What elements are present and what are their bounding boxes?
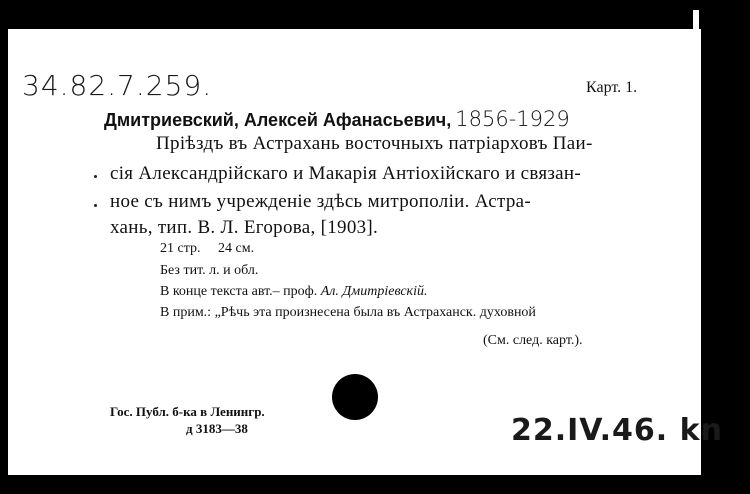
title-line-4: хань, тип. В. Л. Егорова, [1903]. <box>110 217 379 238</box>
author-heading <box>104 107 570 132</box>
note-no-title: Без тит. л. и обл. <box>160 263 259 278</box>
note-end-of-text <box>160 284 428 300</box>
note-end-author: Ал. Дмитріевскій. <box>320 284 428 299</box>
handwritten-date-stamp: 22.IV.46. kn <box>511 413 723 448</box>
ink-dot <box>94 204 97 207</box>
continued-note: (См. след. карт.). <box>483 333 583 348</box>
note-remark <box>160 305 536 321</box>
punch-hole <box>332 374 378 420</box>
note-remark-text: „Рѣчь эта произнесена была въ Астраханск. духовной <box>214 305 536 320</box>
author-dates: 1856-1929 <box>455 107 570 131</box>
note-end-prefix: В конце текста авт.– проф. <box>160 284 318 299</box>
note-remark-prefix: В прим.: <box>160 305 212 320</box>
author-name: Дмитриевский, Алексей Афанасьевич, <box>104 110 452 130</box>
book-size: 24 см. <box>218 241 255 256</box>
ink-dot <box>94 175 97 178</box>
physical-description <box>160 241 254 257</box>
card-number: Карт. 1. <box>586 79 638 96</box>
title-line-2: сія Александрійскаго и Макарія Антіохійскаго и связан- <box>110 163 582 184</box>
library-line-1: Гос. Публ. б-ка в Ленингр. <box>110 404 265 419</box>
catalog-card <box>8 29 723 475</box>
title-line-1: Пріѣздъ въ Астрахань восточныхъ патріарховъ Паи- <box>156 133 593 154</box>
page-count: 21 стр. <box>160 241 201 256</box>
title-line-3: ное съ нимъ учрежденіе здѣсь митрополіи. Астра- <box>110 191 532 212</box>
library-line-2: д 3183—38 <box>186 421 248 436</box>
shelf-mark: 34.82.7.259. <box>22 69 213 102</box>
